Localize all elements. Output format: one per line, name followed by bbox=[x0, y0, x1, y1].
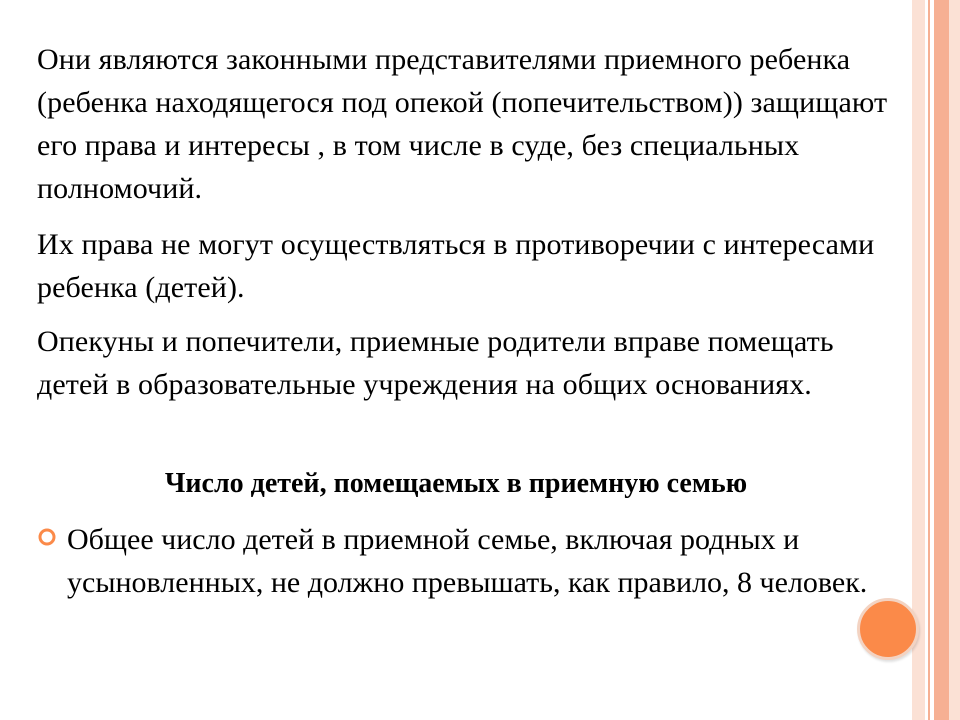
stripe-thin bbox=[928, 0, 930, 720]
ring-bullet-icon bbox=[37, 527, 57, 547]
bullet-text-children-count: Общее число детей в приемной семье, включая родных и усыновленных, не должно превышать, как правило, 8 человек. bbox=[67, 523, 868, 599]
paragraph-legal-representatives: Они являются законными представителями приемного ребенка (ребенка находящегося под опекой (попечительством)) защищают его права и интересы , в том числе в суде, без специальных полномочий. bbox=[37, 43, 888, 205]
paragraph-rights-limits: Их права не могут осуществляться в противоречии с интересами ребенка (детей). bbox=[37, 228, 875, 304]
paragraph-education-placement: Опекуны и попечители, приемные родители вправе помещать детей в образовательные учреждения на общих основаниях. bbox=[37, 325, 834, 401]
decorative-orange-circle bbox=[857, 598, 919, 660]
decorative-side-stripes bbox=[912, 0, 960, 720]
stripe-light-outer bbox=[949, 0, 960, 720]
stripe-peach bbox=[934, 0, 949, 720]
section-heading: Число детей, помещаемых в приемную семью bbox=[164, 468, 748, 499]
